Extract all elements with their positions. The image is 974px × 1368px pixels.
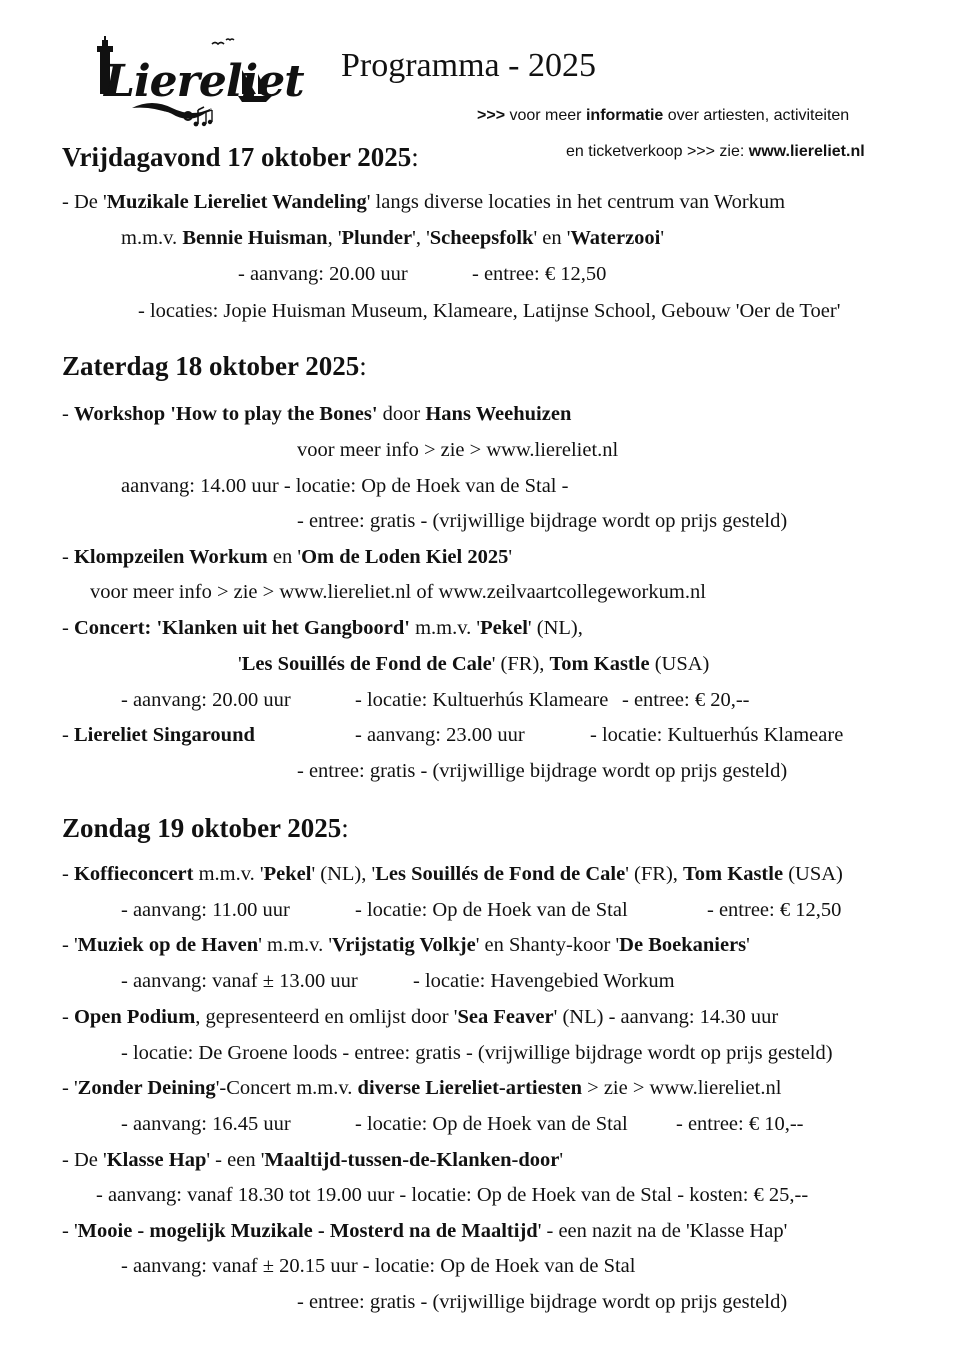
sunday-line-7: - 'Zonder Deining'-Concert m.m.v. diverse Liereliet-artiesten > zie > www.liereliet.nl bbox=[62, 1077, 782, 1099]
ticket-url: www.liereliet.nl bbox=[748, 143, 865, 160]
saturday-line-5: - Klompzeilen Workum en 'Om de Loden Kiel 2025' bbox=[62, 546, 513, 568]
sunday-line-12: - aanvang: vanaf ± 20.15 uur - locatie: Op de Hoek van de Stal bbox=[121, 1255, 636, 1277]
saturday-concert-time: - aanvang: 20.00 uur bbox=[121, 689, 291, 711]
info-bold: informatie bbox=[585, 107, 664, 124]
sunday-line-9: - De 'Klasse Hap' - een 'Maaltijd-tussen-de-Klanken-door' bbox=[62, 1149, 564, 1171]
info-line bbox=[477, 107, 849, 125]
sunday-line-3: - 'Muziek op de Haven' m.m.v. 'Vrijstatig Volkje' en Shanty-koor 'De Boekaniers' bbox=[62, 934, 750, 956]
sunday-line-10: - aanvang: vanaf 18.30 tot 19.00 uur - locatie: Op de Hoek van de Stal - kosten: € 25,-- bbox=[96, 1184, 809, 1206]
day-heading-saturday: Zaterdag 18 oktober 2025: bbox=[62, 351, 367, 381]
saturday-line-4: - entree: gratis - (vrijwillige bijdrage wordt op prijs gesteld) bbox=[297, 510, 788, 532]
saturday-line-6: voor meer info > zie > www.liereliet.nl of www.zeilvaartcollegeworkum.nl bbox=[90, 581, 706, 603]
day-heading-friday: Vrijdagavond 17 oktober 2025: bbox=[62, 142, 419, 172]
friday-locations: - locaties: Jopie Huisman Museum, Klameare, Latijnse School, Gebouw 'Oer de Toer' bbox=[138, 300, 841, 322]
friday-line-1: - De 'Muzikale Liereliet Wandeling' langs diverse locaties in het centrum van Workum bbox=[62, 191, 786, 213]
logo-text: Liereliet bbox=[104, 56, 304, 107]
saturday-line-3: aanvang: 14.00 uur - locatie: Op de Hoek van de Stal - bbox=[121, 475, 569, 497]
info-arrows: >>> bbox=[477, 107, 506, 124]
sunday-zonder-location: - locatie: Op de Hoek van de Stal bbox=[355, 1113, 628, 1135]
saturday-line-8: 'Les Souillés de Fond de Cale' (FR), Tom Kastle (USA) bbox=[238, 653, 710, 675]
saturday-line-7: - Concert: 'Klanken uit het Gangboord' m.m.v. 'Pekel' (NL), bbox=[62, 617, 583, 639]
sunday-line-11: - 'Mooie - mogelijk Muzikale - Mosterd na de Maaltijd' - een nazit na de 'Klasse Hap' bbox=[62, 1220, 788, 1242]
saturday-line-1: - Workshop 'How to play the Bones' door Hans Weehuizen bbox=[62, 403, 572, 425]
sunday-koffie-location: - locatie: Op de Hoek van de Stal bbox=[355, 899, 628, 921]
saturday-line-2: voor meer info > zie > www.liereliet.nl bbox=[297, 439, 619, 461]
logo bbox=[92, 36, 304, 131]
saturday-concert-fee: - entree: € 20,-- bbox=[622, 689, 750, 711]
page-title: Programma - 2025 bbox=[341, 47, 596, 84]
info-pre: voor meer bbox=[509, 107, 582, 124]
saturday-singaround: - Liereliet Singaround bbox=[62, 724, 255, 746]
sunday-haven-location: - locatie: Havengebied Workum bbox=[413, 970, 675, 992]
sunday-koffie-time: - aanvang: 11.00 uur bbox=[121, 899, 290, 921]
friday-entry-fee: - entree: € 12,50 bbox=[472, 263, 607, 285]
sunday-koffie-fee: - entree: € 12,50 bbox=[707, 899, 842, 921]
sunday-line-13: - entree: gratis - (vrijwillige bijdrage wordt op prijs gesteld) bbox=[297, 1291, 788, 1313]
sunday-zonder-time: - aanvang: 16.45 uur bbox=[121, 1113, 291, 1135]
sunday-line-6: - locatie: De Groene loods - entree: gratis - (vrijwillige bijdrage wordt op prijs gesteld) bbox=[121, 1042, 833, 1064]
friday-start-time: - aanvang: 20.00 uur bbox=[238, 263, 408, 285]
ticket-pre: en ticketverkoop >>> zie: bbox=[566, 143, 745, 160]
sunday-haven-time: - aanvang: vanaf ± 13.00 uur bbox=[121, 970, 358, 992]
friday-line-2: m.m.v. Bennie Huisman, 'Plunder', 'Scheepsfolk' en 'Waterzooi' bbox=[121, 227, 665, 249]
sunday-line-1: - Koffieconcert m.m.v. 'Pekel' (NL), 'Les Souillés de Fond de Cale' (FR), Tom Kastle (USA) bbox=[62, 863, 843, 885]
day-heading-sunday: Zondag 19 oktober 2025: bbox=[62, 813, 349, 843]
saturday-singaround-time: - aanvang: 23.00 uur bbox=[355, 724, 525, 746]
info-post: over artiesten, activiteiten bbox=[667, 107, 850, 124]
saturday-singaround-location: - locatie: Kultuerhús Klameare bbox=[590, 724, 844, 746]
ticket-line bbox=[566, 143, 865, 161]
saturday-concert-location: - locatie: Kultuerhús Klameare bbox=[355, 689, 609, 711]
saturday-line-11: - entree: gratis - (vrijwillige bijdrage wordt op prijs gesteld) bbox=[297, 760, 788, 782]
sunday-line-5: - Open Podium, gepresenteerd en omlijst door 'Sea Feaver' (NL) - aanvang: 14.30 uur bbox=[62, 1006, 779, 1028]
sunday-zonder-fee: - entree: € 10,-- bbox=[676, 1113, 804, 1135]
